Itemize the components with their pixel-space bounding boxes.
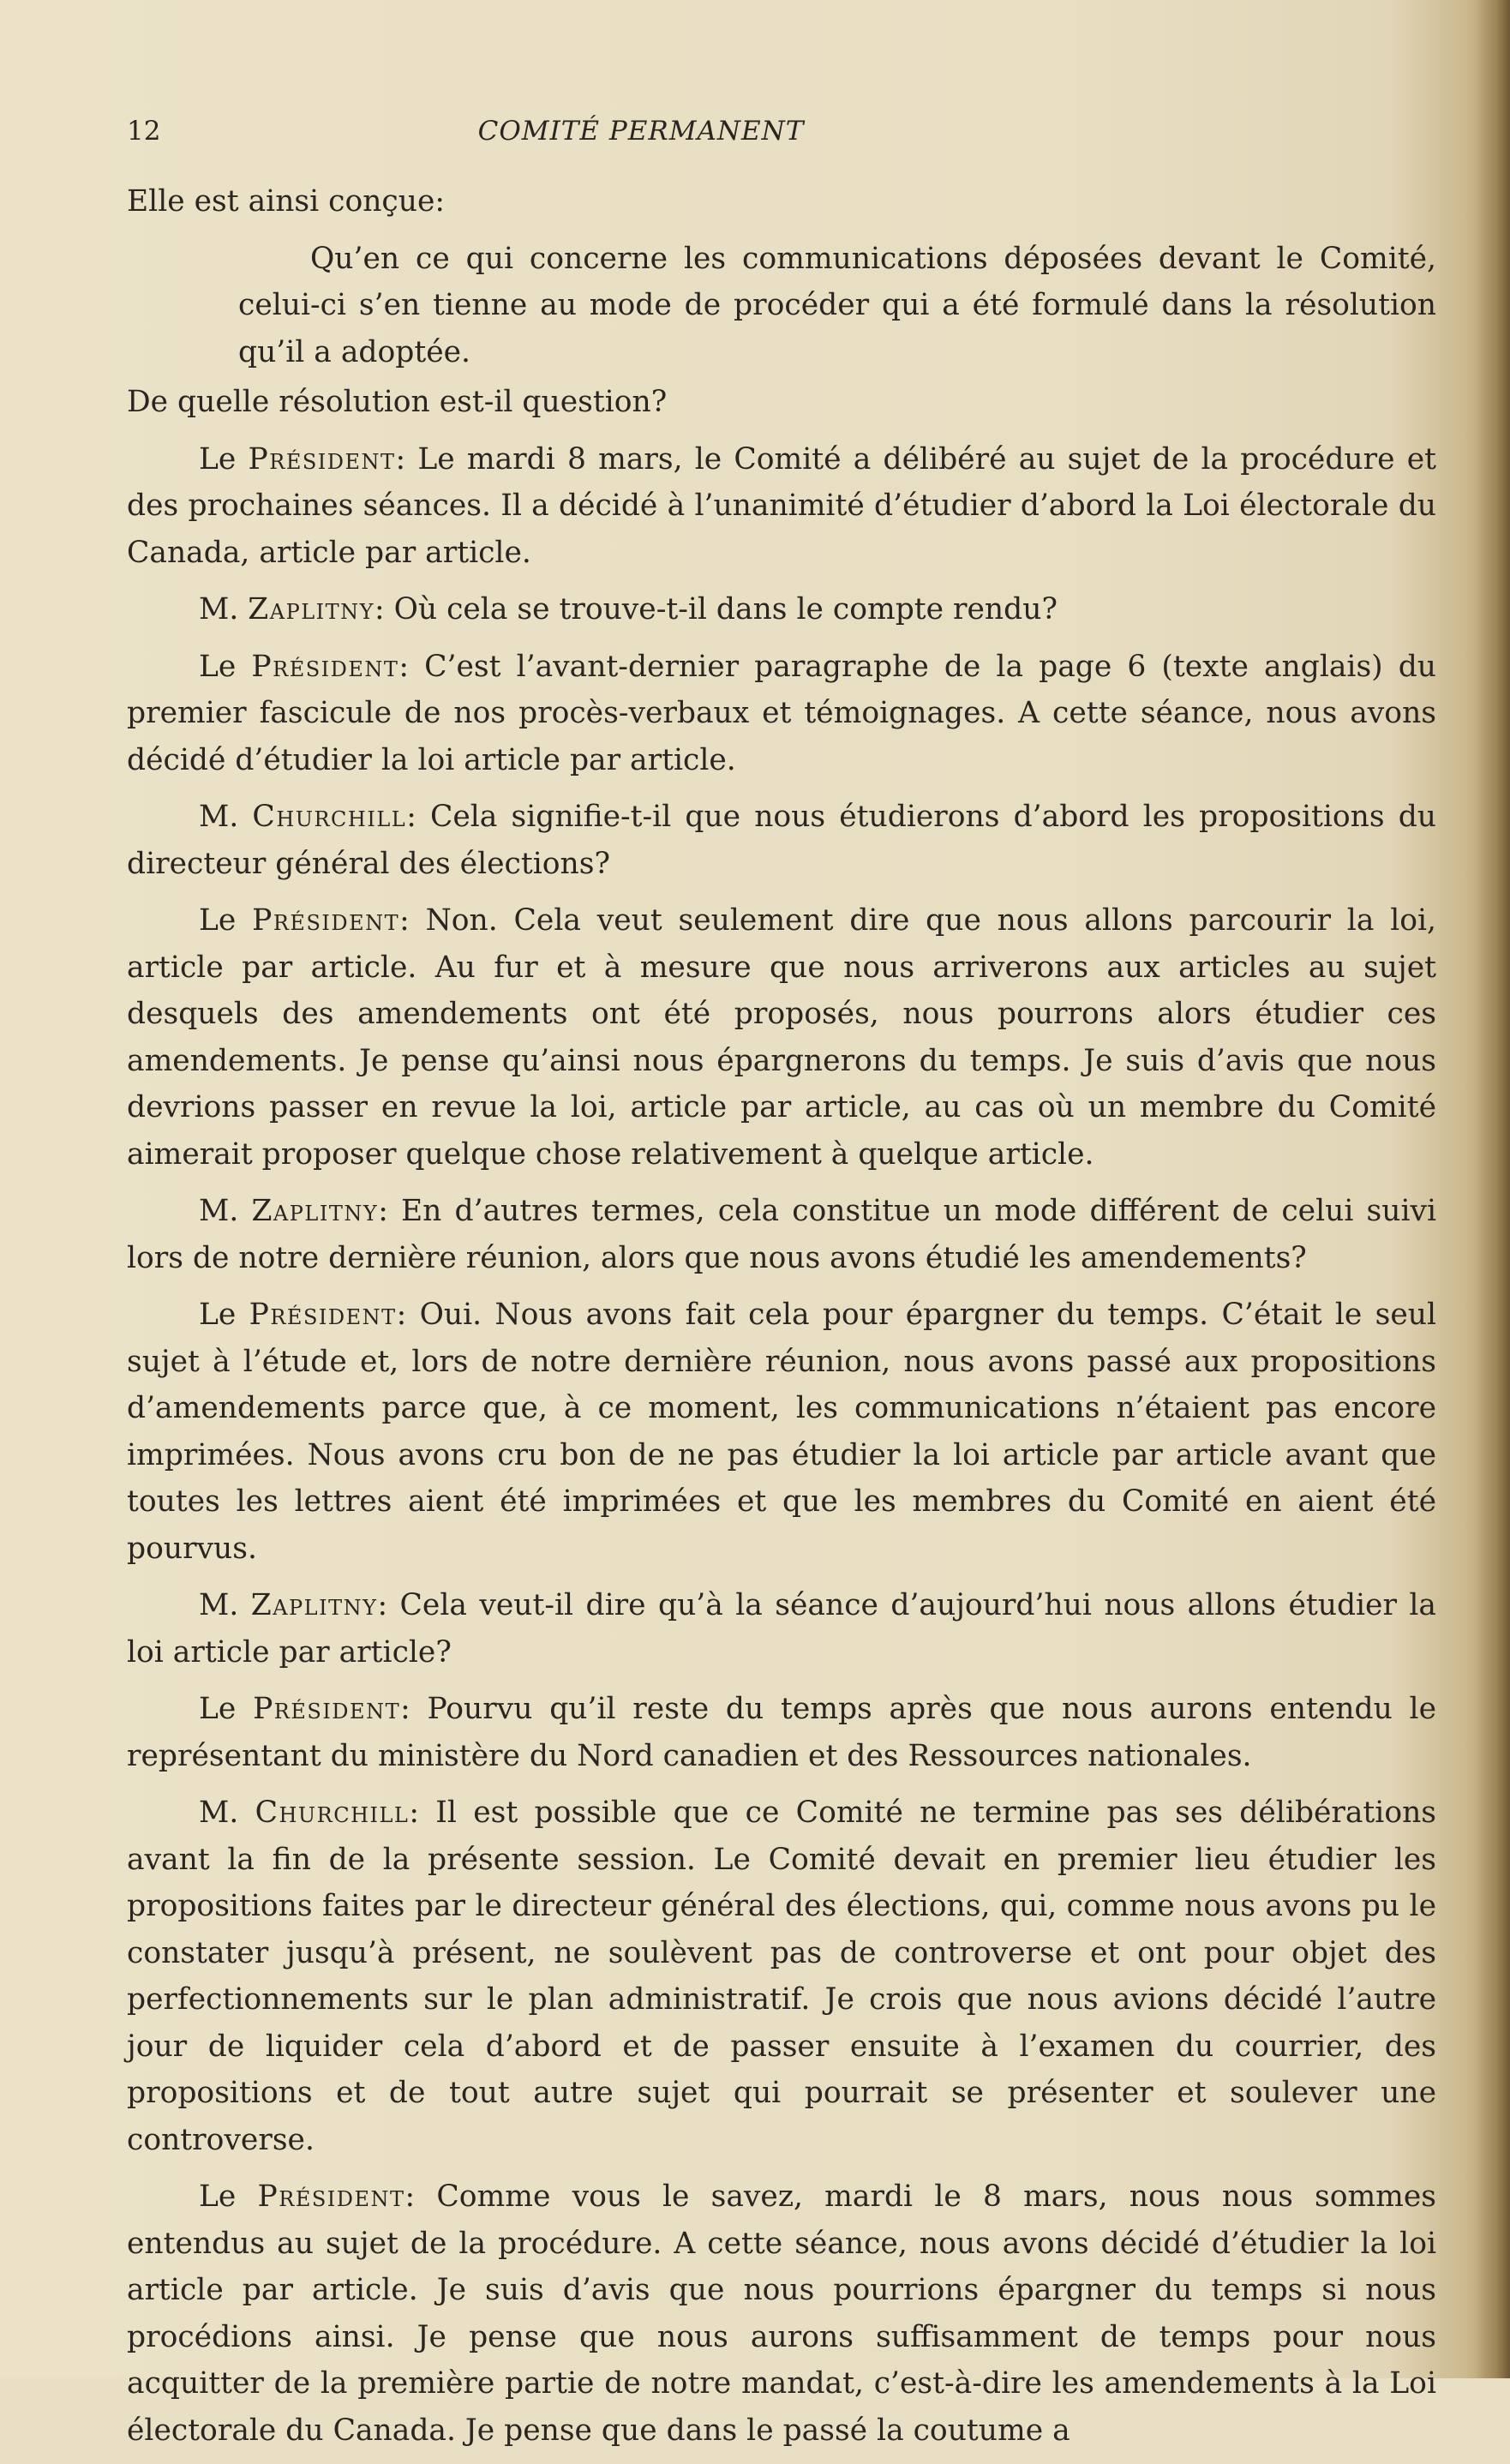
- speaker-name: Président: [248, 441, 396, 477]
- speaker-name: Président: [252, 903, 400, 938]
- exchange-paragraph: M. Zaplitny: En d’autres termes, cela constitue un mode différent de celui suivi lors de notre dernière réunion, alors que nous avons étudié les amendements?: [127, 1194, 1436, 1275]
- speaker-name: Président: [249, 1298, 397, 1332]
- page-edge-shadow: [1476, 0, 1510, 2378]
- intro-line: Elle est ainsi conçue:: [127, 184, 446, 219]
- exchange-paragraph: M. Zaplitny: Où cela se trouve-t-il dans le compte rendu?: [199, 592, 1058, 626]
- exchange-paragraph: Le Président: Pourvu qu’il reste du temps après que nous aurons entendu le représentant du ministère du Nord canadien et des Ressources nationales.: [127, 1692, 1437, 1773]
- speaker-name: Churchill: [252, 800, 407, 834]
- running-title: COMITÉ PERMANENT: [477, 116, 805, 147]
- exchange-paragraph: Le Président: Le mardi 8 mars, le Comité a délibéré au sujet de la procédure et des prochaines séances. Il a décidé à l’unanimité d’étudier d’abord la Loi électorale du Canada, article par article.: [127, 441, 1437, 570]
- speaker-name: Président: [253, 1692, 401, 1726]
- page-body: [127, 178, 1436, 2464]
- page-header: [127, 110, 1436, 153]
- speaker-name: Zaplitny: [248, 592, 375, 626]
- exchange-paragraph: Le Président: Non. Cela veut seulement dire que nous allons parcourir la loi, article par article. Au fur et à mesure que nous arriverons aux articles au sujet desquels des amendements ont été proposés, nous pourrons alors étudier ces amendements. Je pense qu’ainsi nous épargnerons du temps. Je suis d’avis que nous devrions passer en revue la loi, article par article, au cas où un membre du Comité aimerait proposer quelque chose relativement à quelque article.: [127, 903, 1437, 1172]
- page-number: 12: [127, 116, 161, 147]
- quoted-motion: Qu’en ce qui concerne les communications déposées devant le Comité, celui-ci s’en tienne au mode de procéder qui a été formulé dans la résolution qu’il a adoptée.: [238, 241, 1436, 369]
- speaker-name: Président: [251, 649, 399, 684]
- exchange-paragraph: M. Churchill: Il est possible que ce Comité ne termine pas ses délibérations avant la fin de la présente session. Le Comité devait en premier lieu étudier les propositions faites par le directeur général des élections, qui, comme nous avons pu le constater jusqu’à présent, ne soulèvent pas de controverse et ont pour objet des perfectionnements sur le plan administratif. Je crois que nous avions décidé l’autre jour de liquider cela d’abord et de passer ensuite à l’examen du courrier, des propositions et de tout autre sujet qui pourrait se présenter et soulever une controverse.: [127, 1796, 1437, 2157]
- speaker-name: Zaplitny: [250, 1588, 378, 1622]
- exchange-paragraph: Le Président: Oui. Nous avons fait cela pour épargner du temps. C’était le seul sujet à l’étude et, lors de notre dernière réunion, nous avons passé aux propositions d’amendements parce que, à ce moment, les communications n’étaient pas encore imprimées. Nous avons cru bon de ne pas étudier la loi article par article avant que toutes les lettres aient été imprimées et que les membres du Comité en aient été pourvus.: [127, 1298, 1437, 1566]
- speaker-name: Churchill: [255, 1796, 410, 1830]
- question-line: De quelle résolution est-il question?: [127, 385, 668, 419]
- exchange-paragraph: Le Président: Comme vous le savez, mardi le 8 mars, nous nous sommes entendus au sujet de la procédure. A cette séance, nous avons décidé d’étudier la loi article par article. Je suis d’avis que nous pourrions épargner du temps si nous procédions ainsi. Je pense que nous aurons suffisamment de temps pour nous acquitter de la première partie de notre mandat, c’est-à-dire les amendements à la Loi électorale du Canada. Je pense que dans le passé la coutume a: [127, 2179, 1437, 2448]
- speaker-name: Zaplitny: [251, 1194, 379, 1228]
- exchange-paragraph: M. Zaplitny: Cela veut-il dire qu’à la séance d’aujourd’hui nous allons étudier la loi article par article?: [127, 1588, 1437, 1670]
- exchange-paragraph: Le Président: C’est l’avant-dernier paragraphe de la page 6 (texte anglais) du premier fascicule de nos procès-verbaux et témoignages. A cette séance, nous avons décidé d’étudier la loi article par article.: [127, 649, 1437, 777]
- speaker-name: Président: [257, 2179, 405, 2214]
- exchange-paragraph: M. Churchill: Cela signifie-t-il que nous étudierons d’abord les propositions du directeur général des élections?: [127, 800, 1436, 881]
